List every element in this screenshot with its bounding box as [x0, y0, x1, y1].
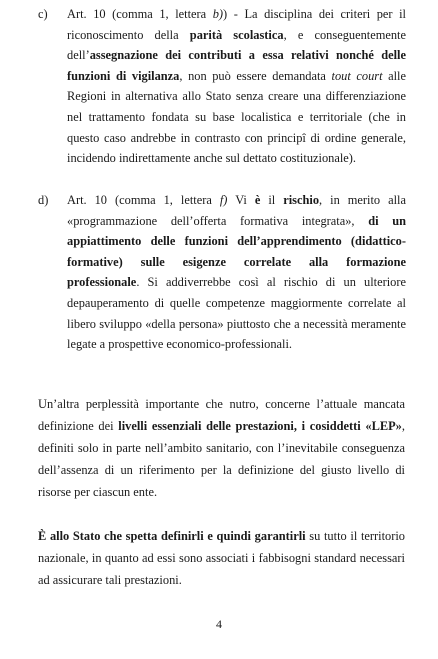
text-run-bold: di un appiattimento delle funzioni dell’apprendimento (didattico-formative) sulle esigenze correlate alla formazione professionale [67, 213, 406, 290]
list-item-d [38, 190, 406, 355]
text-run: Vi [227, 193, 255, 207]
list-item-label: d) [38, 193, 49, 207]
list-item-c [38, 4, 406, 169]
text-run-bold: livelli essenziali delle prestazioni, i cosiddetti «LEP» [118, 419, 402, 433]
text-run: alle Regioni in alternativa allo Stato senza creare una differenziazione nel trattamento fondata su base localistica e territoriale (che in questo caso andrebbe in contrasto con principî di ordine generale, incidendo indirettamente anche sul dettato costituzionale). [67, 68, 406, 166]
text-run: Un’altra perplessità importante che nutro, concerne l’attuale mancata definizione dei [38, 397, 405, 433]
text-run-bold: assegnazione dei contributi a essa relativi nonché delle funzioni di vigilanza [67, 48, 406, 83]
list-item-text [67, 190, 406, 355]
text-run: Art. 10 (comma 1, lettera [67, 7, 213, 21]
text-run: il [260, 193, 284, 207]
text-run-bold: è [254, 193, 261, 207]
paragraph-lep [38, 393, 405, 503]
text-run-bold: È allo Stato che spetta definirli e quindi garantirli [38, 529, 306, 543]
text-run: su tutto il territorio nazionale, in quanto ad essi sono associati i fabbisogni standard necessari ad assicurare tali prestazioni. [38, 529, 405, 587]
list-item-text [67, 4, 406, 169]
text-run-bold: parità scolastica [189, 27, 284, 42]
text-run: ) - La disciplina dei criteri per il riconoscimento della [67, 7, 406, 42]
text-run-italic: tout court [331, 68, 383, 83]
page-number: 4 [216, 617, 222, 631]
text-run-bold: rischio [283, 193, 320, 207]
text-run: . Si addiverrebbe così al rischio di un ulteriore depauperamento di quelle competenze maggiormente correlate al libero sviluppo «della persona» piuttosto che a necessità meramente legate a prospettive economico-professionali. [67, 275, 406, 352]
list-item-label: c) [38, 7, 48, 21]
paragraph-stato [38, 525, 405, 591]
text-run-italic: b) [212, 7, 224, 21]
text-run: , e conseguentemente dell’ [67, 27, 406, 63]
text-run: , non può essere demandata [179, 68, 332, 83]
text-run-italic: f) [219, 193, 228, 207]
text-run: , in merito alla «programmazione dell’offerta formativa integrata», [67, 193, 406, 228]
text-run: Art. 10 (comma 1, lettera [67, 193, 220, 207]
text-run: , definiti solo in parte nell’ambito sanitario, con l’inevitabile conseguenza dell’assenza di un riferimento per la definizione del giusto livello di risorse per ciascun ente. [38, 419, 405, 499]
